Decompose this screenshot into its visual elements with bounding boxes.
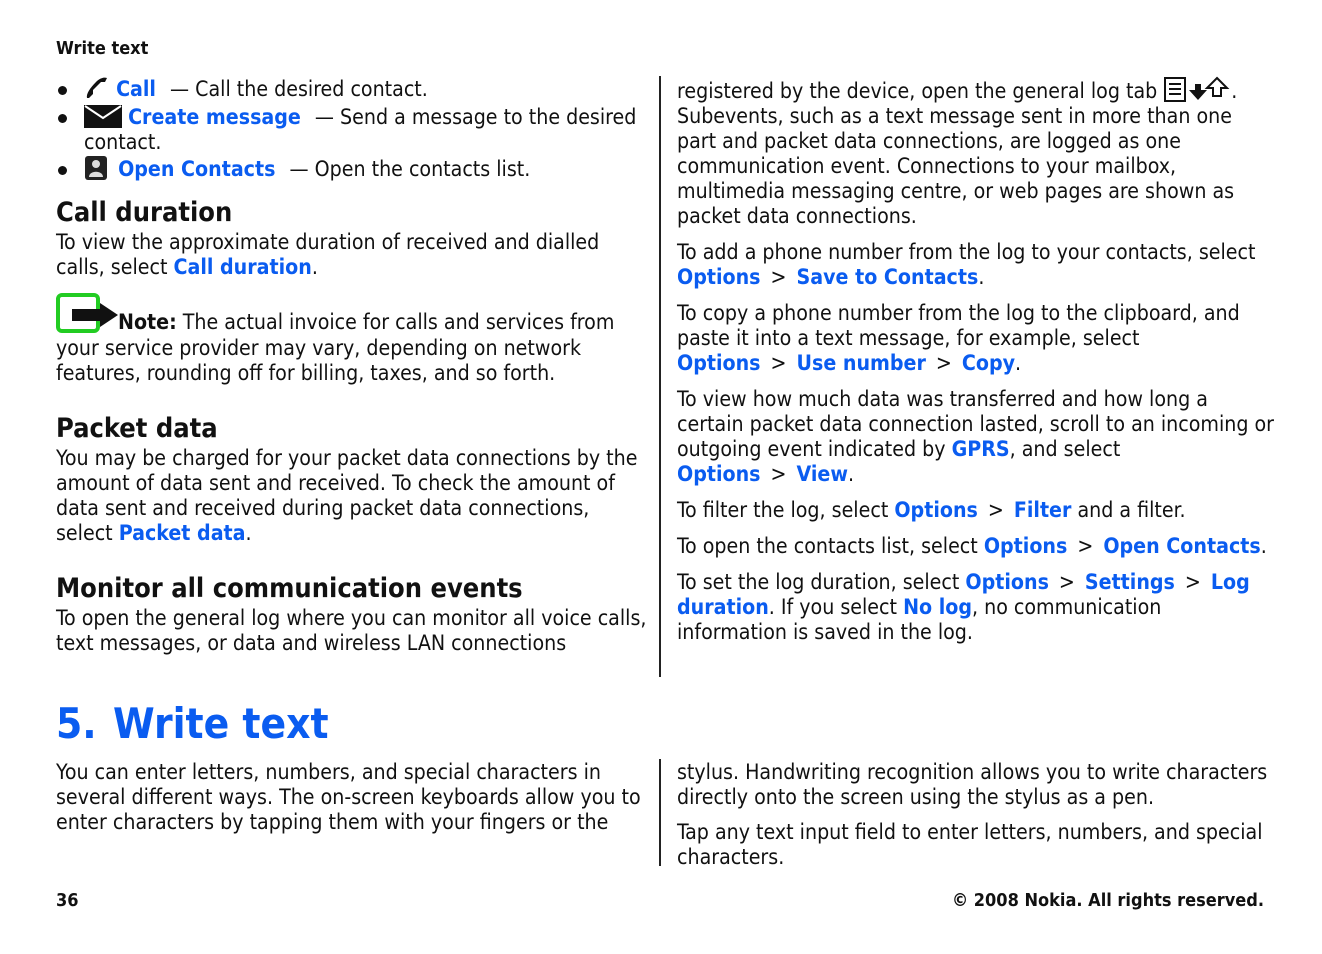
period: . bbox=[1260, 533, 1267, 558]
filter-link[interactable]: Filter bbox=[1013, 497, 1072, 522]
bullet-open-contacts bbox=[56, 156, 651, 181]
text: To view how much data was transferred and how long a certain packet data connection lasted, scroll to an incoming or outgoing event indicated by bbox=[677, 386, 1275, 461]
text: To open the contacts list, select bbox=[677, 533, 978, 558]
text: To copy a phone number from the log to the clipboard, and paste it into a text message, for example, select bbox=[677, 300, 1240, 350]
save-to-contacts-link[interactable]: Save to Contacts bbox=[796, 264, 979, 289]
separator: > bbox=[987, 497, 1004, 522]
text: . Subevents, such as a text message sent in more than one part and packet data connections, are logged as one communication event. Connections to your mailbox, multimedia messaging centre, or web pages are shown as packet data connections. bbox=[677, 78, 1238, 228]
envelope-icon bbox=[84, 104, 122, 128]
separator: > bbox=[770, 264, 787, 289]
save-to-contacts-paragraph bbox=[677, 239, 1277, 289]
separator: > bbox=[1058, 569, 1075, 594]
text: , no communication information is saved in the log. bbox=[677, 594, 1162, 644]
options-link[interactable]: Options bbox=[983, 533, 1068, 558]
options-link[interactable]: Options bbox=[677, 461, 761, 486]
bullet-dot bbox=[58, 166, 67, 175]
separator: > bbox=[770, 461, 787, 486]
contacts-icon bbox=[84, 156, 108, 180]
call-duration-heading: Call duration bbox=[56, 197, 233, 228]
text: To set the log duration, select bbox=[677, 569, 960, 594]
running-head: Write text bbox=[56, 38, 149, 59]
copy-number-paragraph bbox=[677, 300, 1277, 375]
monitor-heading: Monitor all communication events bbox=[56, 573, 523, 604]
write-text-right-column bbox=[677, 759, 1277, 869]
packet-data-link[interactable]: Packet data bbox=[118, 520, 246, 545]
column-divider bbox=[659, 76, 661, 677]
note-label: Note: bbox=[118, 309, 177, 334]
call-duration-body: To view the approximate duration of received and dialled calls, select bbox=[56, 229, 600, 279]
log-tab-paragraph bbox=[677, 76, 1277, 228]
bullet-dot bbox=[58, 86, 67, 95]
note-icon bbox=[56, 293, 118, 335]
text: To filter the log, select bbox=[677, 497, 889, 522]
tap-field-paragraph: Tap any text input field to enter letters, numbers, and special characters. bbox=[677, 819, 1263, 869]
options-link[interactable]: Options bbox=[677, 350, 761, 375]
separator: > bbox=[1077, 533, 1094, 558]
separator: > bbox=[770, 350, 787, 375]
packet-data-heading: Packet data bbox=[56, 413, 218, 444]
text: . If you select bbox=[768, 594, 897, 619]
copyright: © 2008 Nokia. All rights reserved. bbox=[951, 890, 1264, 911]
period: . bbox=[1015, 350, 1022, 375]
copy-link[interactable]: Copy bbox=[961, 350, 1016, 375]
write-text-left-column bbox=[56, 759, 656, 834]
chapter-heading bbox=[56, 700, 329, 748]
chapter-title: Write text bbox=[113, 699, 329, 748]
gprs-paragraph bbox=[677, 386, 1277, 486]
create-message-link[interactable]: Create message bbox=[128, 104, 301, 129]
page-number: 36 bbox=[56, 890, 79, 911]
bullet-create-message bbox=[56, 104, 651, 154]
text: registered by the device, open the general log tab bbox=[677, 78, 1158, 103]
separator: > bbox=[935, 350, 952, 375]
period: . bbox=[311, 254, 318, 279]
period: . bbox=[847, 461, 855, 486]
monitor-text: To open the general log where you can monitor all voice calls, text messages, or data and wireless LAN connections bbox=[56, 605, 647, 655]
settings-link[interactable]: Settings bbox=[1084, 569, 1175, 594]
log-duration-link[interactable]: Log duration bbox=[677, 569, 1250, 619]
no-log-link[interactable]: No log bbox=[903, 594, 973, 619]
use-number-link[interactable]: Use number bbox=[796, 350, 926, 375]
bullet-call bbox=[56, 76, 651, 104]
note-text: The actual invoice for calls and services from your service provider may vary, depending on network features, rounding off for billing, taxes, and so forth. bbox=[56, 309, 615, 385]
note-paragraph bbox=[56, 293, 651, 385]
chapter-number: 5. bbox=[56, 699, 97, 748]
log-duration-paragraph bbox=[677, 569, 1277, 644]
right-column bbox=[677, 76, 1277, 644]
call-duration-text bbox=[56, 229, 651, 279]
filter-paragraph bbox=[677, 497, 1277, 522]
options-link[interactable]: Options bbox=[677, 264, 761, 289]
open-contacts-link[interactable]: Open Contacts bbox=[118, 156, 276, 181]
view-link[interactable]: View bbox=[796, 461, 848, 486]
text: To add a phone number from the log to your contacts, select bbox=[677, 239, 1256, 264]
options-link[interactable]: Options bbox=[965, 569, 1049, 594]
handwriting-paragraph: stylus. Handwriting recognition allows you to write characters directly onto the screen using the stylus as a pen. bbox=[677, 759, 1268, 809]
call-link[interactable]: Call bbox=[116, 76, 156, 101]
column-divider bbox=[659, 759, 661, 866]
open-contacts-paragraph bbox=[677, 533, 1277, 558]
separator: > bbox=[1184, 569, 1201, 594]
period: . bbox=[245, 520, 252, 545]
bullet-text: — Open the contacts list. bbox=[289, 156, 531, 181]
phone-icon bbox=[84, 76, 110, 100]
period: . bbox=[978, 264, 985, 289]
text: , and select bbox=[1009, 436, 1121, 461]
gprs-link[interactable]: GPRS bbox=[951, 436, 1010, 461]
bullet-text: — Send a message to the desired contact. bbox=[84, 104, 637, 154]
packet-data-body: You may be charged for your packet data connections by the amount of data sent and received. To check the amount of data sent and received during packet data connections, select bbox=[56, 445, 638, 545]
open-contacts-link[interactable]: Open Contacts bbox=[1103, 533, 1261, 558]
text: and a filter. bbox=[1077, 497, 1186, 522]
bullet-dot bbox=[58, 114, 67, 123]
options-link[interactable]: Options bbox=[894, 497, 978, 522]
call-duration-link[interactable]: Call duration bbox=[173, 254, 312, 279]
write-text-intro: You can enter letters, numbers, and special characters in several different ways. The on-screen keyboards allow you to enter characters by tapping them with your fingers or the bbox=[56, 759, 641, 834]
packet-data-text bbox=[56, 445, 651, 545]
left-column bbox=[56, 76, 651, 655]
bullet-text: — Call the desired contact. bbox=[170, 76, 428, 101]
general-log-tab-icon bbox=[1163, 76, 1231, 102]
